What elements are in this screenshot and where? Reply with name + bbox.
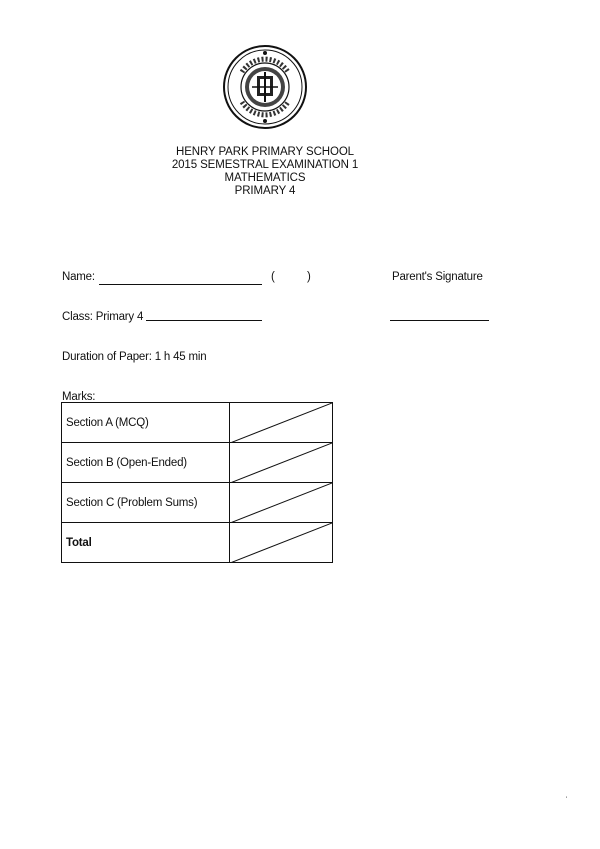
table-row <box>62 483 333 523</box>
parent-signature-field[interactable] <box>390 320 489 321</box>
marks-table <box>61 402 333 563</box>
diagonal-slash <box>230 403 332 443</box>
paren-close: ) <box>307 271 311 283</box>
class-label: Class: Primary 4 <box>62 311 144 323</box>
total-score-box[interactable] <box>230 523 333 563</box>
diagonal-slash <box>230 523 332 563</box>
table-row <box>62 443 333 483</box>
section-a-label: Section A (MCQ) <box>62 403 230 443</box>
class-field[interactable] <box>146 320 262 321</box>
name-field[interactable] <box>99 284 262 285</box>
table-row <box>62 523 333 563</box>
table-row <box>62 403 333 443</box>
duration-label: Duration of Paper: 1 h 45 min <box>62 351 207 363</box>
parent-signature-label: Parent's Signature <box>392 271 483 283</box>
section-b-score-box[interactable] <box>230 443 333 483</box>
diagonal-slash <box>230 483 332 523</box>
page-mark: ' <box>566 797 568 803</box>
diagonal-slash <box>230 443 332 483</box>
section-a-score-box[interactable] <box>230 403 333 443</box>
subject-title: MATHEMATICS <box>224 172 306 184</box>
school-name: HENRY PARK PRIMARY SCHOOL <box>176 146 354 158</box>
paren-open: ( <box>271 271 275 283</box>
exam-title: 2015 SEMESTRAL EXAMINATION 1 <box>171 159 359 171</box>
section-c-label: Section C (Problem Sums) <box>62 483 230 523</box>
name-label: Name: <box>62 271 95 283</box>
level-title: PRIMARY 4 <box>234 185 296 197</box>
section-c-score-box[interactable] <box>230 483 333 523</box>
school-crest-logo <box>222 44 308 130</box>
total-label: Total <box>62 523 230 563</box>
section-b-label: Section B (Open-Ended) <box>62 443 230 483</box>
marks-label: Marks: <box>62 391 96 403</box>
